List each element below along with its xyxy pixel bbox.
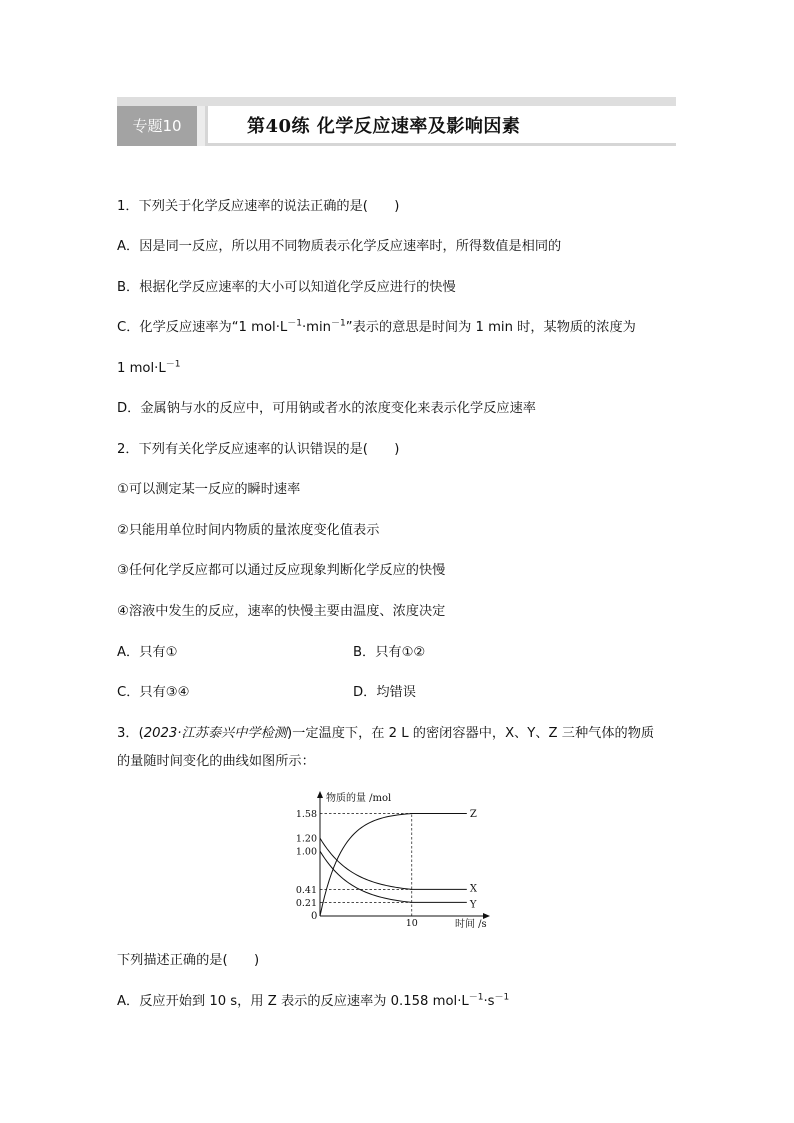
q3-stem-cont: 的量随时间变化的曲线如图所示： — [117, 754, 315, 769]
q2-option-c: C．只有③④ — [117, 685, 190, 700]
q1-c-sup2: －1 — [331, 318, 346, 329]
series-line-y — [320, 851, 467, 902]
y-axis-arrow-icon — [317, 791, 323, 798]
tag-notch — [197, 106, 205, 146]
q2-statement-3: ③任何化学反应都可以通过反应现象判断化学反应的快慢 — [117, 563, 446, 578]
topic-tag: 专题10 — [117, 106, 197, 146]
q3-a-sup1: －1 — [468, 992, 484, 1003]
q3-citation: 2023·江苏泰兴中学检测 — [143, 726, 287, 741]
origin-label: 0 — [311, 911, 318, 922]
q3-stem-rest: )一定温度下，在 2 L 的密闭容器中，X、Y、Z 三种气体的物质 — [287, 726, 655, 741]
y-axis-label: 物质的量 /mol — [326, 793, 392, 804]
q1-c-post: ”表示的意思是时间为 1 min 时，某物质的浓度为 — [345, 320, 636, 335]
amount-vs-time-chart — [295, 788, 505, 930]
q1-c-mid: ·min — [301, 320, 332, 335]
series-line-x — [320, 838, 467, 889]
y-tick-label: 1.58 — [295, 809, 317, 821]
q2-option-d: D．均错误 — [353, 685, 416, 700]
q1-c-sup1: －1 — [287, 318, 302, 329]
series-label-x: X — [469, 883, 477, 895]
q2-statement-2: ②只能用单位时间内物质的量浓度变化值表示 — [117, 523, 380, 538]
q3-stem-num: 3．( — [117, 726, 144, 741]
q3-stem — [117, 724, 654, 744]
q2-statement-4: ④溶液中发生的反应，速率的快慢主要由温度、浓度决定 — [117, 604, 446, 619]
y-tick-label: 1.20 — [295, 833, 317, 845]
y-tick-label: 0.41 — [295, 884, 317, 896]
q1-option-c-cont — [117, 359, 180, 379]
q3-a-pre: A．反应开始到 10 s，用 Z 表示的反应速率为 0.158 mol·L — [117, 994, 469, 1009]
series-label-y: Y — [469, 899, 477, 911]
q1-stem: 1．下列关于化学反应速率的说法正确的是( ) — [117, 199, 400, 214]
header-banner — [117, 97, 676, 157]
q1-c-pre: C．化学反应速率为“1 mol·L — [117, 320, 288, 335]
q2-stem: 2．下列有关化学反应速率的认识错误的是( ) — [117, 442, 400, 457]
q2-option-a: A．只有① — [117, 645, 178, 660]
q2-option-b: B．只有①② — [353, 645, 426, 660]
x-axis-label: 时间 /s — [455, 919, 487, 930]
banner-topline — [117, 97, 676, 106]
q1-option-d: D．金属钠与水的反应中，可用钠或者水的浓度变化来表示化学反应速率 — [117, 401, 536, 416]
q1-c2-sup: －1 — [165, 359, 181, 370]
x-tick-label: 10 — [405, 918, 418, 929]
q1-option-c — [117, 318, 636, 338]
chart-marks — [296, 809, 478, 929]
y-tick-label: 0.21 — [295, 897, 317, 909]
q1-c2-pre: 1 mol·L — [117, 361, 166, 376]
y-tick-label: 1.00 — [295, 846, 317, 858]
series-label-z: Z — [469, 809, 477, 821]
q1-option-a: A．因是同一反应，所以用不同物质表示化学反应速率时，所得数值是相同的 — [117, 239, 562, 254]
q1-option-b: B．根据化学反应速率的大小可以知道化学反应进行的快慢 — [117, 280, 456, 295]
q3-a-mid: ·s — [483, 994, 495, 1009]
q3-prompt: 下列描述正确的是( ) — [117, 953, 260, 968]
q3-option-a — [117, 992, 509, 1012]
q2-statement-1: ①可以测定某一反应的瞬时速率 — [117, 482, 301, 497]
q3-a-sup2: －1 — [494, 992, 510, 1003]
page-title: 第40练 化学反应速率及影响因素 — [247, 116, 521, 137]
